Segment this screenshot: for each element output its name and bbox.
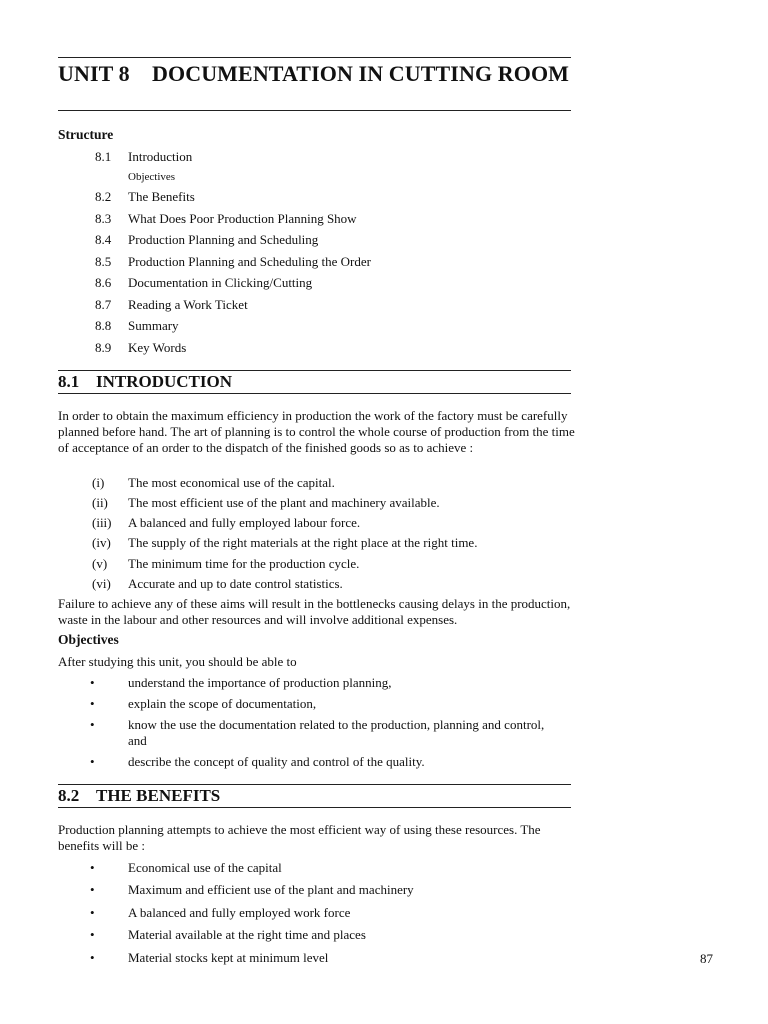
section-rule-top — [58, 370, 571, 371]
objectives-lead: After studying this unit, you should be able to — [58, 654, 297, 669]
intro-paragraph: In order to obtain the maximum efficiency in production the work of the factory must be carefully planned before hand. The art of planning is to control the whole course of production from the time of acceptance of an order to the dispatch of the finished goods so as to achieve : — [58, 408, 575, 455]
failure-paragraph: Failure to achieve any of these aims will result in the bottlenecks causing delays in the production, waste in the labour and other resources and will involve additional expenses. — [58, 596, 571, 627]
bullet-icon: • — [90, 905, 95, 920]
bullet-icon: • — [90, 927, 95, 942]
toc-subitem: Objectives — [128, 171, 176, 183]
bullet-icon: • — [90, 860, 95, 875]
page-number: 87 — [700, 951, 713, 966]
bullet-icon: • — [90, 950, 95, 965]
objectives-heading: Objectives — [58, 632, 119, 647]
bullet-icon: • — [90, 754, 95, 769]
structure-heading: Structure — [58, 127, 114, 142]
section-rule-top — [58, 784, 571, 785]
section-rule-bottom — [58, 807, 571, 808]
benefits-paragraph: Production planning attempts to achieve the most efficient way of using these resources. The benefits will be : — [58, 822, 541, 853]
section-rule-bottom — [58, 393, 571, 394]
bullet-icon: • — [90, 696, 95, 711]
unit-number: UNIT 8 — [58, 61, 130, 86]
bullet-icon: • — [90, 675, 95, 690]
title-rule-bottom — [58, 110, 571, 111]
bullet-icon: • — [90, 717, 95, 732]
unit-heading: DOCUMENTATION IN CUTTING ROOM — [152, 61, 570, 86]
title-rule-top — [58, 57, 571, 58]
bullet-icon: • — [90, 882, 95, 897]
